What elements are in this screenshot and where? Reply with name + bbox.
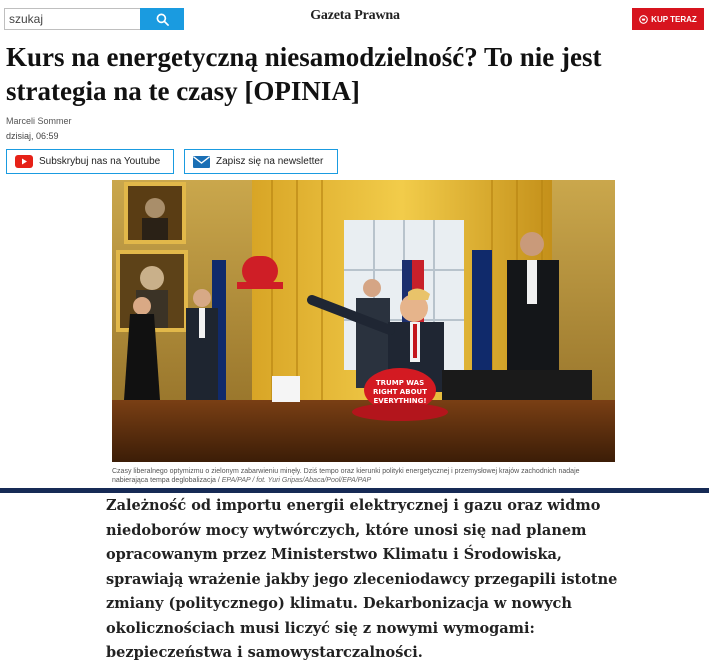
youtube-icon <box>15 155 33 168</box>
svg-text:EVERYTHING!: EVERYTHING! <box>373 397 427 405</box>
section-divider <box>0 488 709 493</box>
subscribe-youtube-button[interactable] <box>6 149 174 174</box>
photo-credit: EPA/PAP / fot. Yuri Gripas/Abaca/Pool/EPA/PAP <box>221 477 372 484</box>
svg-text:RIGHT ABOUT: RIGHT ABOUT <box>373 388 427 396</box>
search-icon <box>156 13 169 26</box>
article-title: Kurs na energetyczną niesamodzielność? To nie jest strategia na te czasy [OPINIA] <box>6 42 602 106</box>
oval-office-illustration <box>112 180 615 462</box>
article-lead: Zależność od importu energii elektrycznej i gazu oraz widmo niedoborów mocy wytwórczych, które unosi się nad planem opracowanym przez Ministerstwo Klimatu i Środowiska, sprawiają wrażenie jakby jego zleceniodawcy przegapili istotne zmiany (politycznego) klimatu. Dekarbonizacja w nowych okolicznościach musi liczyć się z nowymi wymogami: bezpieczeństwa i samowystarczalności. <box>106 497 618 661</box>
subscribe-youtube-label: Subskrybuj nas na Youtube <box>39 156 161 167</box>
subscribe-newsletter-label: Zapisz się na newsletter <box>216 156 324 167</box>
search-button[interactable] <box>140 8 184 30</box>
top-bar <box>0 0 709 36</box>
article-photo[interactable] <box>112 180 615 462</box>
search-input[interactable] <box>4 8 140 30</box>
subscribe-newsletter-button[interactable] <box>184 149 338 174</box>
buy-now-button[interactable] <box>632 8 704 30</box>
mail-icon <box>193 156 210 168</box>
svg-text:TRUMP WAS: TRUMP WAS <box>375 379 425 387</box>
photo-caption <box>112 467 615 485</box>
search-form <box>4 8 184 30</box>
caption-text: Czasy liberalnego optymizmu o zielonym zabarwieniu minęły. Dziś tempo oraz kierunki polityki energetycznej i przemysłowej krajów zachodnich nadaje nabierająca tempa deglobalizacja / <box>112 468 580 484</box>
site-logo[interactable]: Gazeta Prawna <box>310 8 400 23</box>
article-date: dzisiaj, 06:59 <box>6 131 59 141</box>
cart-icon <box>639 15 648 24</box>
article-author[interactable]: Marceli Sommer <box>6 116 72 126</box>
buy-now-label: KUP TERAZ <box>651 14 697 24</box>
